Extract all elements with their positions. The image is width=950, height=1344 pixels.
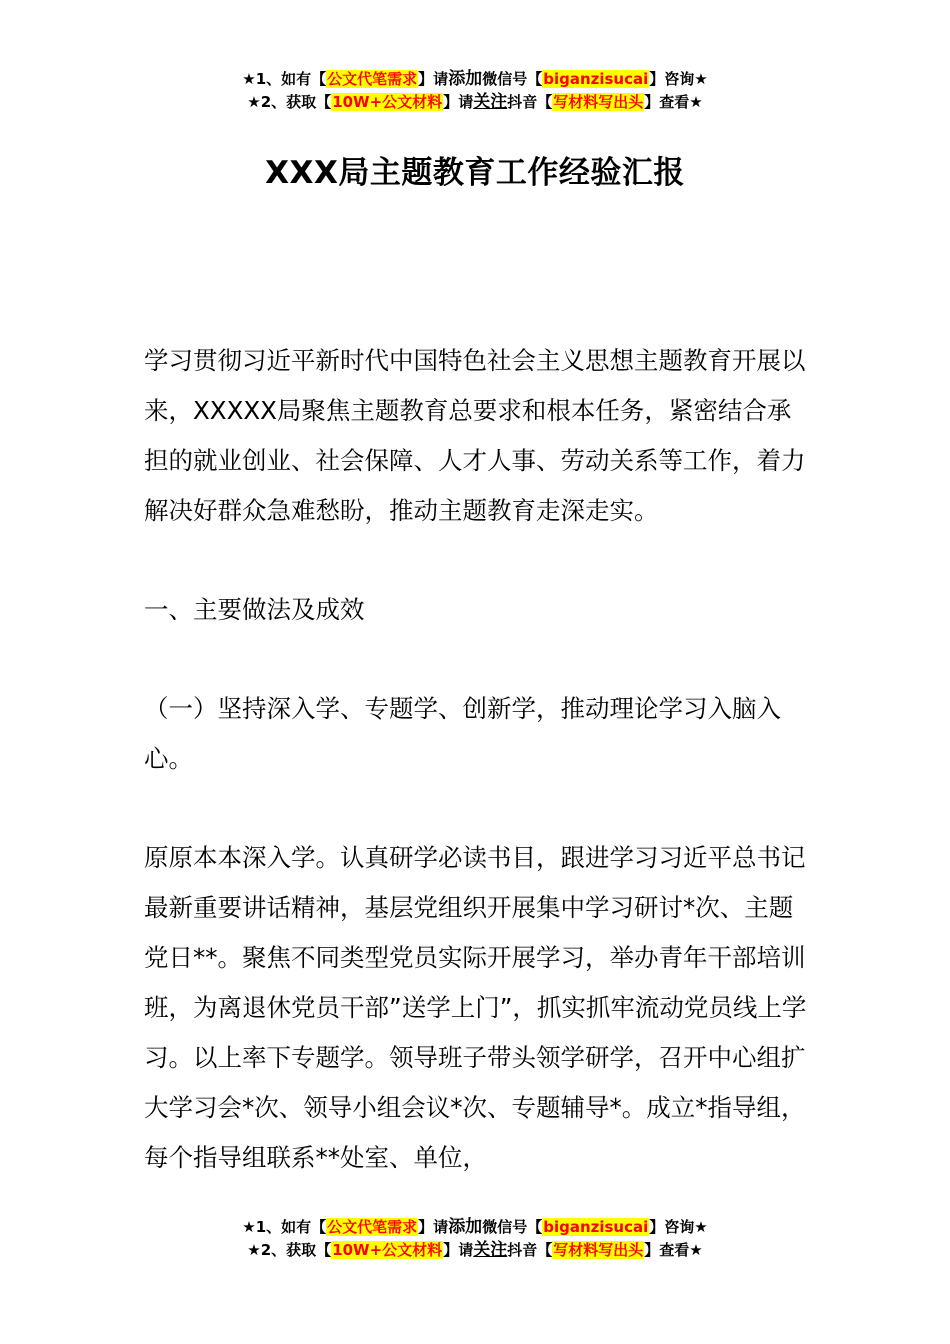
paragraph-spacer xyxy=(144,784,810,833)
promo-line-1 xyxy=(0,68,950,91)
promo-text: 微信号【 xyxy=(482,70,543,88)
subsection-heading: （一）坚持深入学、专题学、创新学，推动理论学习入脑入心。 xyxy=(144,694,781,773)
promo-highlight-service: 公文代笔需求 xyxy=(327,70,418,88)
promo-text: 】请 xyxy=(418,70,449,88)
promo-highlight-service: 公文代笔需求 xyxy=(327,1218,418,1236)
document-body xyxy=(144,336,810,1183)
promo-highlight-materials: 10W+公文材料 xyxy=(332,93,443,111)
document-title: XXX局主题教育工作经验汇报 xyxy=(265,155,685,191)
promo-text: 】请 xyxy=(418,1218,449,1236)
star-icon: ★ xyxy=(689,93,703,111)
promo-emphasis: 关注 xyxy=(473,1240,508,1260)
promo-emphasis: 添加 xyxy=(448,1217,483,1237)
star-icon: ★ xyxy=(242,70,256,88)
promo-emphasis: 关注 xyxy=(473,92,508,112)
promo-highlight-wechat-id: biganzisucai xyxy=(543,70,649,88)
promo-line-2 xyxy=(0,1239,950,1262)
promo-highlight-wechat-id: biganzisucai xyxy=(543,1218,649,1236)
promo-text: 】查看 xyxy=(644,1241,690,1259)
promo-text: 2、获取【 xyxy=(260,93,332,111)
promo-line-2 xyxy=(0,91,950,114)
promo-emphasis: 添加 xyxy=(448,69,483,89)
promo-text: 】请 xyxy=(443,93,474,111)
promo-highlight-materials: 10W+公文材料 xyxy=(332,1241,443,1259)
promo-text: 2、获取【 xyxy=(260,1241,332,1259)
promo-highlight-douyin: 写材料写出头 xyxy=(553,93,644,111)
promo-text: 】咨询 xyxy=(649,70,695,88)
promo-line-1 xyxy=(0,1216,950,1239)
paragraph-spacer xyxy=(144,635,810,684)
promo-highlight-douyin: 写材料写出头 xyxy=(553,1241,644,1259)
section-heading: 一、主要做法及成效 xyxy=(144,595,365,624)
promo-text: 抖音【 xyxy=(507,93,553,111)
paragraph-spacer xyxy=(144,536,810,585)
star-icon: ★ xyxy=(694,70,708,88)
star-icon: ★ xyxy=(689,1241,703,1259)
promo-text: 微信号【 xyxy=(482,1218,543,1236)
promo-text: 抖音【 xyxy=(507,1241,553,1259)
promo-text: 】请 xyxy=(443,1241,474,1259)
header-promo-banner xyxy=(0,68,950,114)
footer-promo-banner xyxy=(0,1216,950,1262)
body-paragraph: 原原本本深入学。认真研学必读书目，跟进学习习近平总书记最新重要讲话精神，基层党组织开展集中学习研讨*次、主题党日**。聚焦不同类型党员实际开展学习，举办青年干部培训班，为离退休党员干部”送学上门”，抓实抓牢流动党员线上学习。以上率下专题学。领导班子带头领学研学，召开中心组扩大学习会*次、领导小组会议*次、专题辅导*。成立*指导组，每个指导组联系**处室、单位， xyxy=(144,843,807,1172)
star-icon: ★ xyxy=(694,1218,708,1236)
promo-text: 1、如有【 xyxy=(255,70,327,88)
star-icon: ★ xyxy=(242,1218,256,1236)
intro-paragraph: 学习贯彻习近平新时代中国特色社会主义思想主题教育开展以来，XXXXX局聚焦主题教育总要求和根本任务，紧密结合承担的就业创业、社会保障、人才人事、劳动关系等工作，着力解决好群众急难愁盼，推动主题教育走深走实。 xyxy=(144,346,806,525)
star-icon: ★ xyxy=(247,93,261,111)
promo-text: 】查看 xyxy=(644,93,690,111)
promo-text: 1、如有【 xyxy=(255,1218,327,1236)
promo-text: 】咨询 xyxy=(649,1218,695,1236)
star-icon: ★ xyxy=(247,1241,261,1259)
